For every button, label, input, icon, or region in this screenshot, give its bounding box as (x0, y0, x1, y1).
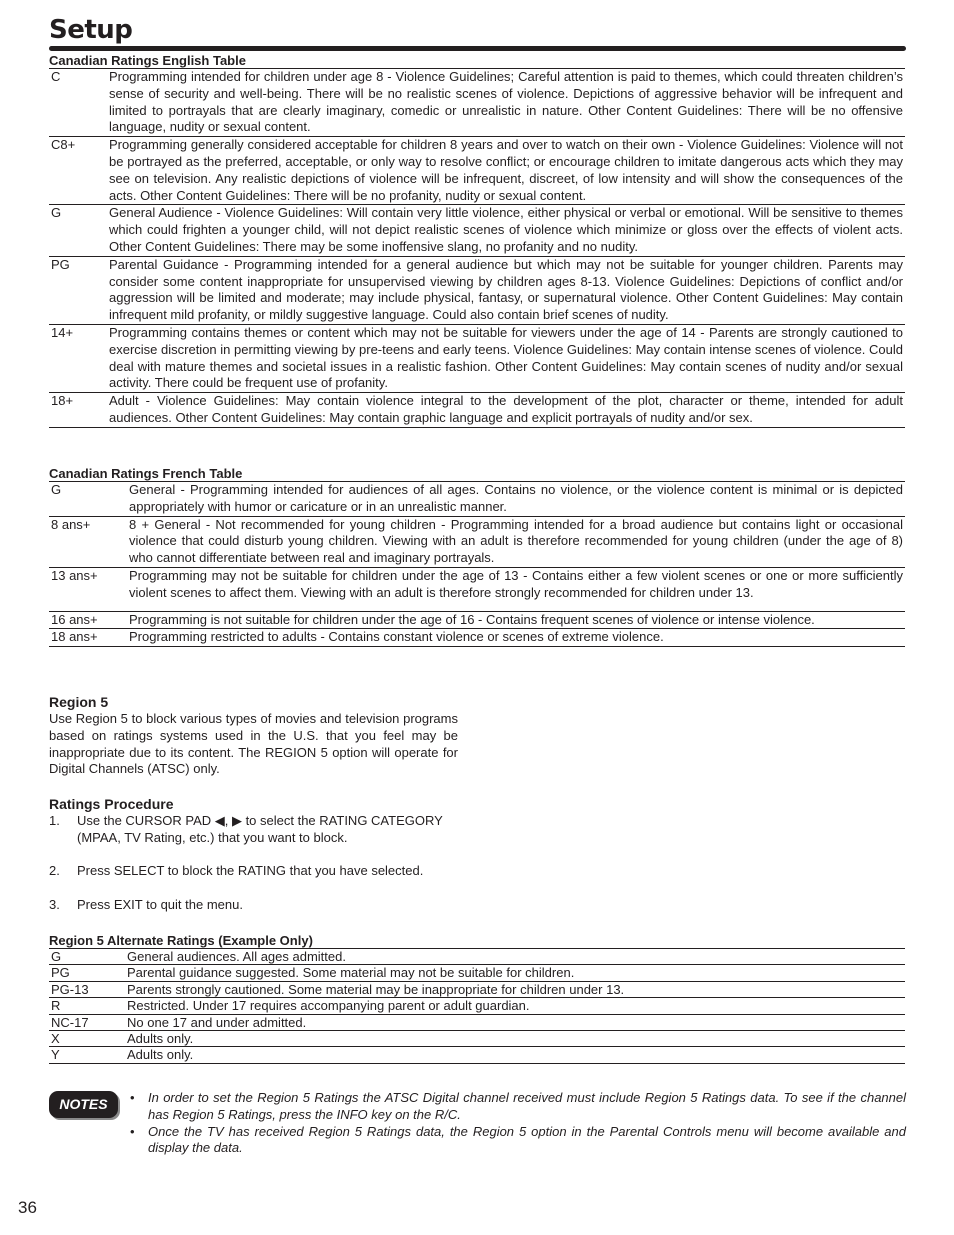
procedure-heading: Ratings Procedure (49, 796, 174, 812)
table-row (49, 1031, 905, 1047)
rating-description: General Audience - Violence Guidelines: Will contain very little violence, either physical or verbal or emotional. Will be sensitive to themes which could frighten a younger child, will not depict realistic scenes of violence which minimize or gloss over the effects of violent acts. Other Content Guidelines: There may be some inoffensive slang, no profanity and no nudity. (109, 205, 905, 256)
alternate-ratings-table (49, 949, 905, 1064)
french-ratings-table (49, 482, 905, 647)
bullet: • (130, 1123, 135, 1139)
english-ratings-section (49, 53, 905, 428)
step-number: 2. (49, 863, 60, 879)
table-row (49, 482, 905, 516)
region5-section (49, 694, 458, 778)
step-text: Use the CURSOR PAD ◀, ▶ to select the RATING CATEGORY (MPAA, TV Rating, etc.) that you want to block. (77, 813, 443, 845)
rating-description: General audiences. All ages admitted. (127, 949, 905, 965)
notes-badge: NOTES (49, 1091, 118, 1118)
rating-code: X (49, 1031, 127, 1047)
table-row (49, 998, 905, 1014)
rating-description: No one 17 and under admitted. (127, 1014, 905, 1030)
rating-description: 8 + General - Not recommended for young children - Programming intended for a broad audience but contains light or occasional violence that could disturb young children. Viewing with an adult is therefore recommended for young children (under the age of 8) who cannot differentiate between real and imaginary portrayals. (129, 516, 905, 567)
table-row (49, 137, 905, 205)
rating-code: R (49, 998, 127, 1014)
rating-description: Programming generally considered acceptable for children 8 years and over to watch on their own - Violence Guidelines: Violence will not be portrayed as the preferred, acceptable, or only way to resolve conflict; or encourage children to imitate dangerous acts which they may see on television. Any realistic depictions of violence will be infrequent, discreet, of low intensity and will show the consequences of the acts. Other Content Guidelines: There will be no profanity, nudity or sexual content. (109, 137, 905, 205)
rating-description: Parents strongly cautioned. Some material may be inappropriate for children under 13. (127, 981, 905, 997)
rating-code: G (49, 205, 109, 256)
rating-code: NC-17 (49, 1014, 127, 1030)
region5-heading: Region 5 (49, 694, 109, 710)
procedure-step (49, 863, 458, 880)
table-row (49, 393, 905, 428)
rating-description: Programming intended for children under age 8 - Violence Guidelines; Careful attention is paid to themes, which could threaten children’s sense of security and well-being. There will be no realistic scenes of violence. Depictions of aggressive behavior will be infrequent and limited to portrayals that are clearly imaginary, comedic or unrealistic in nature. Other Content Guidelines: There will be no offensive language, nudity or sexual content. (109, 69, 905, 137)
page-number: 36 (18, 1198, 37, 1217)
rating-code: 8 ans+ (49, 516, 129, 567)
procedure-step (49, 897, 458, 914)
table-row (49, 965, 905, 981)
rating-description: Adults only. (127, 1047, 905, 1063)
step-number: 3. (49, 896, 60, 912)
step-text: Press EXIT to quit the menu. (77, 896, 243, 912)
title-rule (49, 46, 906, 51)
region5-body: Use Region 5 to block various types of movies and television programs based on ratings systems used in the U.S. that you feel may be inappropriate due to its content. The REGION 5 option will operate for Digital Channels (ATSC) only. (49, 711, 458, 777)
table-row (49, 981, 905, 997)
rating-description: Adult - Violence Guidelines: May contain violence integral to the development of the plot, character or theme, intended for adult audiences. Other Content Guidelines: May contain graphic language and explicit portrayals of nudity and/or sex. (109, 393, 905, 428)
english-ratings-table (49, 69, 905, 428)
rating-code: C8+ (49, 137, 109, 205)
note-item (130, 1090, 906, 1124)
rating-code: PG (49, 965, 127, 981)
rating-code: PG-13 (49, 981, 127, 997)
rating-code: G (49, 949, 127, 965)
notes-list (130, 1090, 906, 1157)
rating-code: 13 ans+ (49, 567, 129, 611)
step-text: Press SELECT to block the RATING that you have selected. (77, 863, 424, 879)
table-row (49, 324, 905, 392)
rating-description: Parental guidance suggested. Some material may not be suitable for children. (127, 965, 905, 981)
french-ratings-section (49, 466, 905, 647)
page-title: Setup (49, 15, 133, 45)
rating-code: C (49, 69, 109, 137)
rating-description: Programming contains themes or content which may not be suitable for viewers under the age of 14 - Parents are strongly cautioned to exercise discretion in permitting viewing by pre-teens and early teens. Violence Guidelines: May contain intense scenes of violence. Could deal with mature themes and societal issues in a realistic fashion. Other Content Guidelines: May contain scenes of nudity and/or sexual activity. There could be frequent use of profanity. (109, 324, 905, 392)
rating-code: PG (49, 256, 109, 324)
table-row (49, 69, 905, 137)
note-item (130, 1124, 906, 1158)
procedure-step (49, 813, 458, 847)
rating-description: Programming restricted to adults - Contains constant violence or scenes of extreme violence. (129, 629, 905, 647)
rating-description: Programming may not be suitable for children under the age of 13 - Contains either a few violent scenes or one or more sufficiently violent scenes to affect them. Viewing with an adult is therefore strongly recommended for children under 13. (129, 567, 905, 611)
rating-code: 16 ans+ (49, 611, 129, 629)
rating-description: General - Programming intended for audiences of all ages. Contains no violence, or the violence content is minimal or is depicted appropriately with humor or caricature or in an unrealistic manner. (129, 482, 905, 516)
bullet: • (130, 1090, 135, 1105)
table-row (49, 516, 905, 567)
table-row (49, 629, 905, 647)
alternate-table-title: Region 5 Alternate Ratings (Example Only) (49, 933, 905, 949)
rating-code: 18 ans+ (49, 629, 129, 647)
table-row (49, 1047, 905, 1063)
rating-description: Restricted. Under 17 requires accompanying parent or adult guardian. (127, 998, 905, 1014)
table-row (49, 611, 905, 629)
alternate-ratings-section (49, 933, 905, 1064)
rating-code: Y (49, 1047, 127, 1063)
table-row (49, 949, 905, 965)
note-text: Once the TV has received Region 5 Ratings data, the Region 5 option in the Parental Controls menu will become available and display the data. (148, 1123, 906, 1156)
french-table-title: Canadian Ratings French Table (49, 466, 905, 482)
english-table-title: Canadian Ratings English Table (49, 53, 905, 69)
table-row (49, 205, 905, 256)
rating-code: 18+ (49, 393, 109, 428)
rating-description: Parental Guidance - Programming intended for a general audience but which may not be suitable for younger children. Parents may consider some content inappropriate for unsupervised viewing by children ages 8-13. Violence Guidelines: Depictions of conflict and/or aggression will be limited and moderate; may include physical, fantasy, or supernatural violence. Other Content Guidelines: May contain infrequent mild profanity, or mildly suggestive language. Could also contain brief scenes of nudity. (109, 256, 905, 324)
rating-description: Programming is not suitable for children under the age of 16 - Contains frequent scenes of violence or intense violence. (129, 611, 905, 629)
note-text: In order to set the Region 5 Ratings the ATSC Digital channel received must include Region 5 Ratings data. To see if the channel has Region 5 Ratings, press the INFO key on the R/C. (148, 1090, 906, 1122)
table-row (49, 567, 905, 611)
step-number: 1. (49, 813, 60, 828)
table-row (49, 256, 905, 324)
rating-code: G (49, 482, 129, 516)
table-row (49, 1014, 905, 1030)
ratings-procedure-section (49, 796, 458, 914)
rating-code: 14+ (49, 324, 109, 392)
rating-description: Adults only. (127, 1031, 905, 1047)
